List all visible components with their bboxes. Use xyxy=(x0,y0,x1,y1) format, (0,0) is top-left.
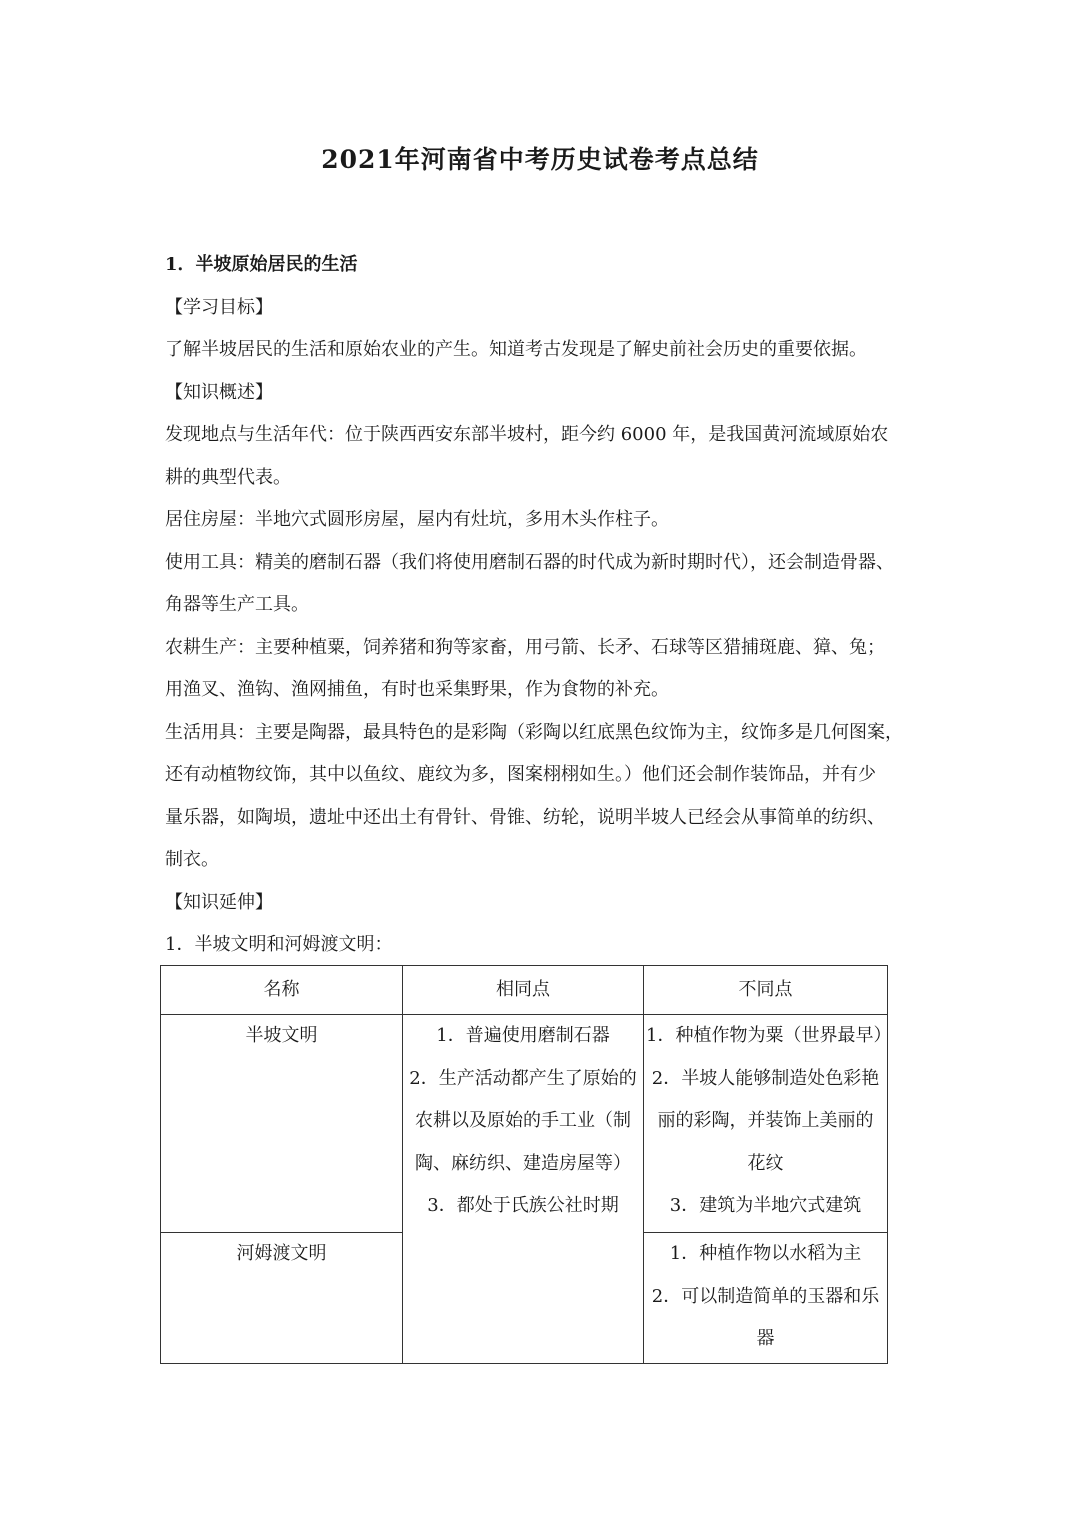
extension-item: 1．半坡文明和河姆渡文明： xyxy=(165,934,393,955)
banpo-diff-line: 丽的彩陶，并装饰上美丽的 xyxy=(657,1110,874,1131)
header-name: 名称 xyxy=(161,966,403,1015)
header-same: 相同点 xyxy=(403,966,644,1015)
same-points-cell xyxy=(403,1015,644,1364)
overview-line: 生活用具：主要是陶器，最具特色的是彩陶（彩陶以红底黑色纹饰为主，纹饰多是几何图案， xyxy=(165,721,903,743)
header-diff: 不同点 xyxy=(644,966,888,1015)
hemudu-diff-line: 器 xyxy=(756,1328,775,1349)
banpo-diff-line: 1．种植作物为粟（世界最早） xyxy=(646,1025,892,1046)
overview-line: 使用工具：精美的磨制石器（我们将使用磨制石器的时代成为新时期时代），还会制造骨器、 xyxy=(165,551,894,573)
same-point-line: 陶、麻纺织、建造房屋等） xyxy=(415,1152,631,1174)
extension-label: 【知识延伸】 xyxy=(165,891,273,913)
overview-line: 耕的典型代表。 xyxy=(165,466,291,488)
document-body xyxy=(165,244,925,967)
banpo-diff-line: 花纹 xyxy=(747,1152,784,1174)
row-name-banpo: 半坡文明 xyxy=(161,1015,403,1233)
document-title: 2021年河南省中考历史试卷考点总结 xyxy=(321,145,759,174)
banpo-diff-cell xyxy=(644,1015,892,1233)
overview-line: 角器等生产工具。 xyxy=(165,594,309,615)
goal-label: 【学习目标】 xyxy=(165,296,273,318)
hemudu-diff-line: 2．可以制造简单的玉器和乐 xyxy=(651,1285,880,1307)
table-row xyxy=(161,1015,888,1233)
same-point-line: 农耕以及原始的手工业（制 xyxy=(415,1110,631,1131)
section-heading: 1．半坡原始居民的生活 xyxy=(165,254,358,275)
row-name-hemudu: 河姆渡文明 xyxy=(161,1233,403,1364)
overview-line: 还有动植物纹饰，其中以鱼纹、鹿纹为多，图案栩栩如生。）他们还会制作装饰品，并有少 xyxy=(165,764,876,785)
hemudu-diff-line: 1．种植作物以水稻为主 xyxy=(669,1243,862,1264)
overview-line: 用渔叉、渔钩、渔网捕鱼，有时也采集野果，作为食物的补充。 xyxy=(165,679,669,700)
goal-text: 了解半坡居民的生活和原始农业的产生。知道考古发现是了解史前社会历史的重要依据。 xyxy=(165,339,867,360)
banpo-diff-line: 2．半坡人能够制造处色彩艳 xyxy=(651,1067,880,1089)
same-point-line: 1．普遍使用磨制石器 xyxy=(436,1025,610,1046)
overview-line: 发现地点与生活年代：位于陕西西安东部半坡村，距今约 6000 年，是我国黄河流域原始农 xyxy=(165,424,889,445)
table-header-row xyxy=(161,966,888,1015)
hemudu-diff-cell xyxy=(644,1233,888,1364)
same-point-line: 3．都处于氏族公社时期 xyxy=(427,1195,619,1216)
comparison-table xyxy=(160,965,892,1364)
overview-line: 量乐器，如陶埙，遗址中还出土有骨针、骨锥、纺轮，说明半坡人已经会从事简单的纺织、 xyxy=(165,806,885,828)
banpo-diff-line: 3．建筑为半地穴式建筑 xyxy=(669,1195,862,1216)
same-point-line: 2．生产活动都产生了原始的 xyxy=(409,1067,637,1089)
overview-label: 【知识概述】 xyxy=(165,381,273,403)
overview-line: 制衣。 xyxy=(165,849,219,870)
overview-line: 农耕生产：主要种植粟，饲养猪和狗等家畜，用弓箭、长矛、石球等区猎捕斑鹿、獐、兔； xyxy=(165,636,885,658)
overview-line: 居住房屋：半地穴式圆形房屋，屋内有灶坑，多用木头作柱子。 xyxy=(165,509,669,530)
